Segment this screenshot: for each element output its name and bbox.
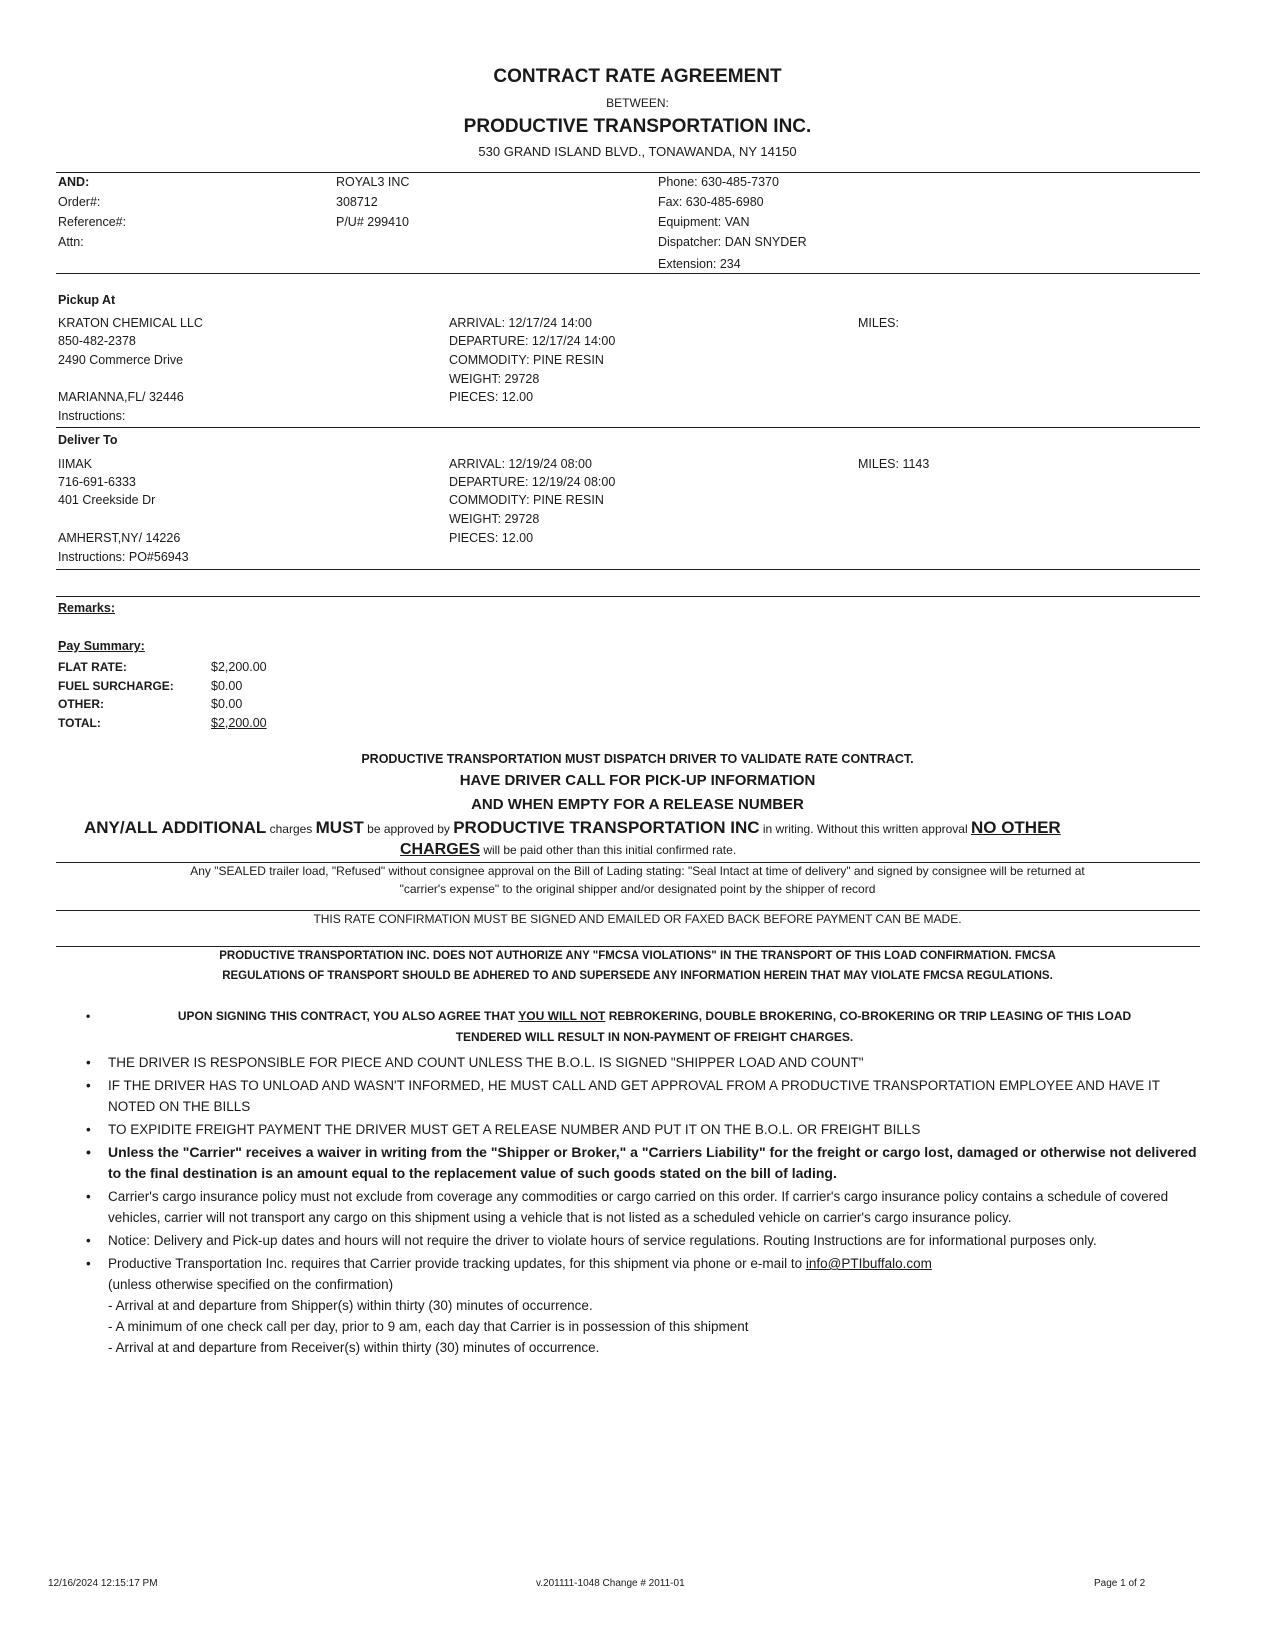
deliver-pieces: PIECES: 12.00 — [449, 531, 534, 545]
flat-rate-value: $2,200.00 — [211, 660, 267, 674]
additional-charges-notice-cont: CHARGES will be paid other than this initial confirmed rate. — [400, 841, 737, 858]
deliver-departure: DEPARTURE: 12/19/24 08:00 — [449, 475, 616, 489]
divider — [56, 910, 1200, 911]
additional-charges-notice: ANY/ALL ADDITIONAL charges MUST be approved by PRODUCTIVE TRANSPORTATION INC in writing. Without this written approval NO OTHER — [84, 818, 1061, 837]
term-item: • Carrier's cargo insurance policy must not exclude from coverage any commodities or cargo carried on this order. If carrier's cargo insurance policy contains a schedule of covered vehicles, carrier will not transport any cargo on this shipment using a vehicle that is not listed as a scheduled vehicle on carrier's cargo insurance policy. — [86, 1186, 1201, 1228]
carrier-phone: Phone: 630-485-7370 — [658, 175, 779, 189]
total-label: TOTAL: — [58, 716, 101, 730]
pickup-phone: 850-482-2378 — [58, 334, 136, 348]
other-value: $0.00 — [211, 697, 243, 711]
divider — [56, 596, 1200, 597]
remarks-label: Remarks: — [58, 601, 115, 615]
pickup-commodity: COMMODITY: PINE RESIN — [449, 353, 604, 367]
company-address: 530 GRAND ISLAND BLVD., TONAWANDA, NY 14150 — [478, 144, 797, 159]
order-number: 308712 — [336, 195, 378, 209]
call-notice-2: AND WHEN EMPTY FOR A RELEASE NUMBER — [471, 796, 804, 813]
pickup-city: MARIANNA,FL/ 32446 — [58, 390, 184, 404]
footer-timestamp: 12/16/2024 12:15:17 PM — [48, 1578, 158, 1589]
deliver-miles: MILES: 1143 — [858, 457, 930, 471]
term-item: • THE DRIVER IS RESPONSIBLE FOR PIECE AND COUNT UNLESS THE B.O.L. IS SIGNED "SHIPPER LOAD AND COUNT" — [86, 1052, 1201, 1073]
pickup-pieces: PIECES: 12.00 — [449, 390, 534, 404]
term-item: • Productive Transportation Inc. requires that Carrier provide tracking updates, for this shipment via phone or e-mail to info@PTIbuffalo.com (unless otherwise specified on the confirmation) - Arrival at and departure from Shipper(s) within thirty (30) minutes of occurrence. - A minimum of one check call per day, prior to 9 am, each day that Carrier is in possession of this shipment - Arrival at and departure from Receiver(s) within thirty (30) minutes of occurrence. — [86, 1253, 1201, 1358]
bullet-icon: • — [86, 1256, 91, 1271]
extension: Extension: 234 — [658, 257, 741, 271]
deliver-instructions: Instructions: PO#56943 — [58, 550, 189, 564]
fmcsa-notice-1: PRODUCTIVE TRANSPORTATION INC. DOES NOT AUTHORIZE ANY "FMCSA VIOLATIONS" IN THE TRANSPORT OF THIS LOAD CONFIRMATION. FMCSA — [219, 950, 1056, 962]
document-title: CONTRACT RATE AGREEMENT — [493, 66, 782, 87]
divider — [56, 946, 1200, 947]
bullet-icon: • — [86, 1009, 91, 1023]
fuel-surcharge-value: $0.00 — [211, 679, 243, 693]
divider — [56, 172, 1200, 173]
divider — [56, 273, 1200, 274]
carrier-name: ROYAL3 INC — [336, 175, 410, 189]
order-label: Order#: — [58, 195, 101, 209]
footer-page-number: Page 1 of 2 — [1094, 1578, 1146, 1589]
bullet-icon: • — [86, 1122, 91, 1137]
sealed-notice-2: "carrier's expense" to the original shipper and/or designated point by the shipper of record — [399, 882, 876, 896]
pickup-instructions: Instructions: — [58, 409, 126, 423]
reference-number: P/U# 299410 — [336, 215, 409, 229]
tracking-email-link[interactable]: info@PTIbuffalo.com — [805, 1256, 932, 1271]
deliver-phone: 716-691-6333 — [58, 475, 136, 489]
deliver-arrival: ARRIVAL: 12/19/24 08:00 — [449, 457, 592, 471]
deliver-city: AMHERST,NY/ 14226 — [58, 531, 181, 545]
deliver-weight: WEIGHT: 29728 — [449, 512, 540, 526]
footer-version: v.201111-1048 Change # 2011-01 — [536, 1578, 685, 1589]
call-notice-1: HAVE DRIVER CALL FOR PICK-UP INFORMATION — [459, 772, 816, 789]
terms-list — [86, 1006, 1201, 1360]
sealed-notice-1: Any "SEALED trailer load, "Refused" without consignee approval on the Bill of Lading stating: "Seal Intact at time of delivery" and signed by consignee will be returned at — [190, 864, 1085, 878]
term-item: • Notice: Delivery and Pick-up dates and hours will not require the driver to violate hours of service regulations. Routing Instructions are for informational purposes only. — [86, 1230, 1201, 1251]
attn-label: Attn: — [58, 235, 84, 249]
deliver-street: 401 Creekside Dr — [58, 493, 156, 507]
deliver-heading: Deliver To — [58, 433, 118, 447]
bullet-icon: • — [86, 1189, 91, 1204]
bullet-icon: • — [86, 1144, 91, 1160]
pickup-miles: MILES: — [858, 316, 899, 330]
between-label: BETWEEN: — [606, 96, 669, 110]
term-item: • UPON SIGNING THIS CONTRACT, YOU ALSO AGREE THAT YOU WILL NOT REBROKERING, DOUBLE BROKERING, CO-BROKERING OR TRIP LEASING OF THIS LOAD TENDERED WILL RESULT IN NON-PAYMENT OF FREIGHT CHARGES. — [86, 1006, 1201, 1048]
deliver-name: IIMAK — [58, 457, 93, 471]
bullet-icon: • — [86, 1055, 91, 1070]
term-item: • TO EXPIDITE FREIGHT PAYMENT THE DRIVER MUST GET A RELEASE NUMBER AND PUT IT ON THE B.O.L. OR FREIGHT BILLS — [86, 1119, 1201, 1140]
dispatcher: Dispatcher: DAN SNYDER — [658, 235, 807, 249]
pickup-arrival: ARRIVAL: 12/17/24 14:00 — [449, 316, 592, 330]
divider — [56, 427, 1200, 428]
signed-notice: THIS RATE CONFIRMATION MUST BE SIGNED AND EMAILED OR FAXED BACK BEFORE PAYMENT CAN BE MADE. — [313, 912, 962, 926]
equipment: Equipment: VAN — [658, 215, 750, 229]
and-label: AND: — [58, 175, 90, 189]
pickup-name: KRATON CHEMICAL LLC — [58, 316, 203, 330]
flat-rate-label: FLAT RATE: — [58, 660, 127, 674]
divider — [56, 862, 1200, 863]
pickup-departure: DEPARTURE: 12/17/24 14:00 — [449, 334, 616, 348]
term-item: • Unless the "Carrier" receives a waiver in writing from the "Shipper or Broker," a "Carriers Liability" for the freight or cargo lost, damaged or otherwise not delivered to the final destination is an amount equal to the replacement value of such goods stated on the bill of lading. — [86, 1144, 1197, 1181]
fuel-surcharge-label: FUEL SURCHARGE: — [58, 679, 174, 693]
bullet-icon: • — [86, 1233, 91, 1248]
other-label: OTHER: — [58, 697, 104, 711]
total-value: $2,200.00 — [211, 716, 267, 730]
term-item: • IF THE DRIVER HAS TO UNLOAD AND WASN'T INFORMED, HE MUST CALL AND GET APPROVAL FROM A PRODUCTIVE TRANSPORTATION EMPLOYEE AND HAVE IT NOTED ON THE BILLS — [86, 1075, 1201, 1117]
pickup-weight: WEIGHT: 29728 — [449, 372, 540, 386]
carrier-fax: Fax: 630-485-6980 — [658, 195, 764, 209]
fmcsa-notice-2: REGULATIONS OF TRANSPORT SHOULD BE ADHERED TO AND SUPERSEDE ANY INFORMATION HEREIN THAT MAY VIOLATE FMCSA REGULATIONS. — [222, 970, 1053, 982]
pay-summary-heading: Pay Summary: — [58, 639, 145, 653]
reference-label: Reference#: — [58, 215, 127, 229]
deliver-commodity: COMMODITY: PINE RESIN — [449, 493, 604, 507]
pickup-street: 2490 Commerce Drive — [58, 353, 184, 367]
bullet-icon: • — [86, 1078, 91, 1093]
pickup-heading: Pickup At — [58, 293, 116, 307]
dispatch-notice: PRODUCTIVE TRANSPORTATION MUST DISPATCH DRIVER TO VALIDATE RATE CONTRACT. — [361, 752, 914, 766]
divider — [56, 569, 1200, 570]
company-name: PRODUCTIVE TRANSPORTATION INC. — [463, 116, 812, 137]
